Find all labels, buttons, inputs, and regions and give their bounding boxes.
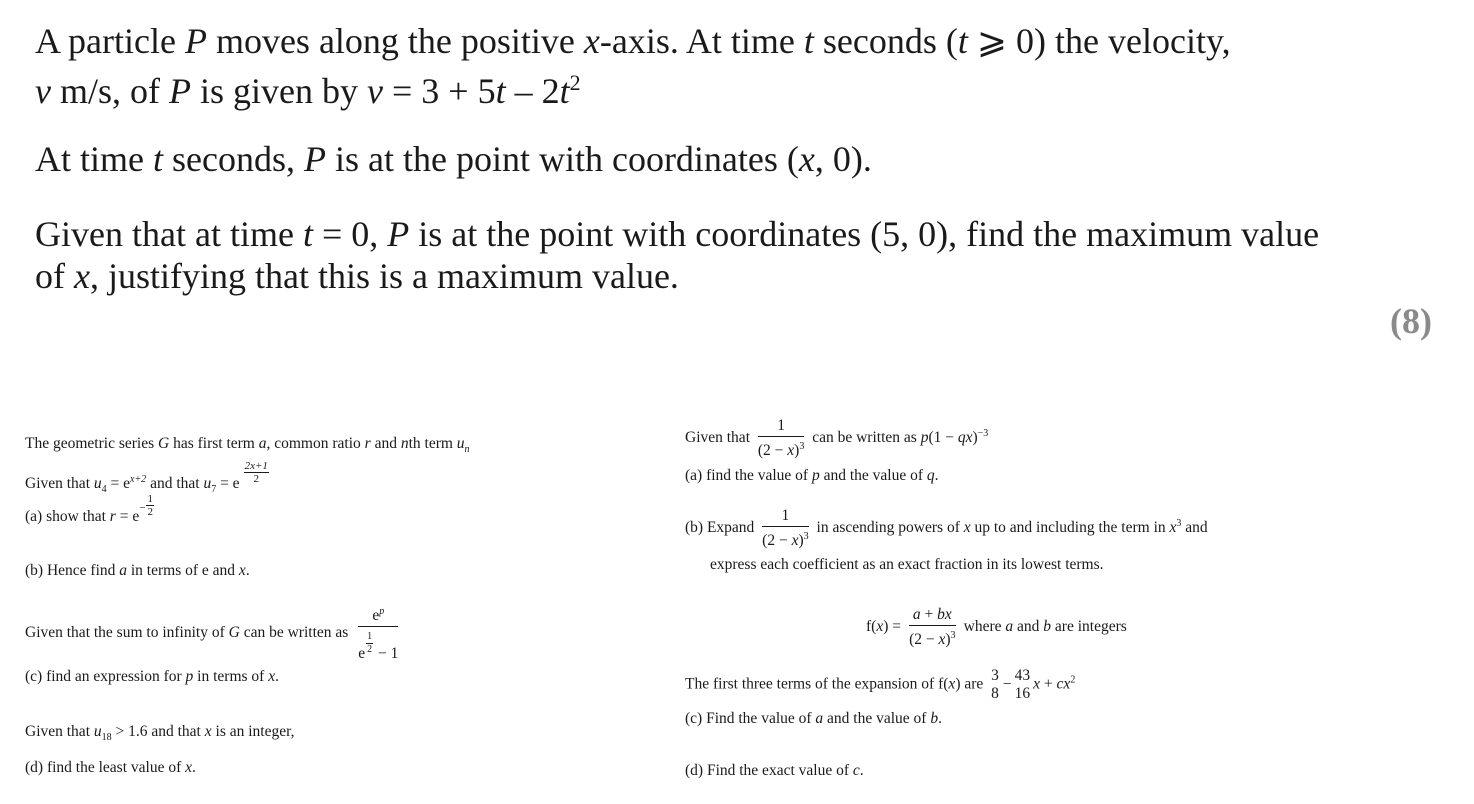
var-p: P	[184, 21, 207, 61]
text: +	[1040, 675, 1057, 693]
numerator: 1	[762, 507, 808, 527]
text: can be written as	[812, 429, 921, 447]
var-t: t	[957, 21, 968, 61]
text: is at the point with coordinates (5, 0), find the maximum value	[409, 214, 1320, 254]
var-p: P	[169, 71, 191, 111]
var-u: u	[456, 435, 465, 452]
text: in terms of e and	[127, 562, 239, 579]
text: +	[920, 606, 938, 623]
subscript: 4	[101, 484, 107, 495]
text: of	[35, 256, 74, 296]
text: and	[370, 435, 401, 452]
text: in ascending powers of	[816, 519, 964, 537]
fraction	[989, 667, 1001, 703]
text: .	[275, 668, 279, 685]
var-x: x	[938, 631, 946, 648]
right-part-a	[685, 466, 939, 486]
numerator: 2x+1	[244, 460, 268, 472]
exponent: x+2	[130, 474, 147, 485]
exponent: 2	[569, 70, 581, 95]
numerator	[358, 603, 398, 627]
text: The geometric series	[25, 435, 158, 452]
text: Given that at time	[35, 214, 303, 254]
var-t: t	[152, 139, 163, 179]
text: .	[938, 710, 942, 727]
var-x: x	[583, 21, 600, 61]
text: > 1.6 and that	[111, 723, 205, 740]
exponent-fraction	[146, 493, 154, 518]
var-x: x	[238, 562, 246, 579]
var-t: t	[302, 214, 313, 254]
var-bx: bx	[937, 606, 952, 623]
text: − 1	[374, 645, 399, 662]
text: (2 −	[909, 631, 939, 648]
text: .	[859, 762, 864, 779]
var-v: v	[35, 71, 51, 111]
question-line-5	[35, 255, 679, 297]
var-x: x	[948, 675, 956, 693]
denominator	[762, 527, 808, 550]
var-b: b	[930, 710, 939, 727]
var-t: t	[803, 21, 814, 61]
var-b: b	[1043, 618, 1052, 636]
text: = e	[115, 508, 140, 525]
var-x: x	[74, 256, 90, 296]
var-t: t	[495, 71, 506, 111]
text: seconds (	[813, 21, 958, 61]
minus-sign: −	[1002, 675, 1012, 693]
text: and	[1013, 618, 1044, 636]
text: can be written as	[239, 623, 349, 641]
text: and	[1181, 519, 1208, 537]
left-stem-1	[25, 434, 470, 460]
text: , justifying that this is a maximum value.	[89, 256, 679, 296]
var-a: a	[912, 606, 921, 623]
text: )	[794, 442, 800, 459]
text: (b) Hence find	[25, 562, 120, 579]
text: )	[945, 631, 951, 648]
text: is an integer,	[211, 723, 295, 740]
right-stem-1	[685, 417, 988, 460]
sum-fraction	[358, 603, 398, 663]
text: ) =	[883, 618, 901, 636]
var-x: x	[791, 532, 799, 549]
var-a: a	[119, 562, 127, 579]
numerator: 1	[367, 631, 373, 642]
text: has first term	[169, 435, 259, 452]
text: At time	[35, 139, 153, 179]
text: (c) Find the value of	[685, 710, 816, 727]
text: -axis. At time	[599, 21, 804, 61]
text: is given by	[191, 71, 367, 111]
text: and the value of	[823, 710, 931, 727]
left-part-b	[25, 561, 250, 581]
text: Given that	[685, 429, 750, 447]
text: (1 −	[928, 429, 958, 447]
var-a: a	[1005, 618, 1014, 636]
text: (a) find the value of	[685, 467, 812, 484]
exponent: 3	[950, 630, 956, 641]
right-part-b-line-2: express each coefficient as an exact fraction in its lowest terms.	[710, 556, 1104, 573]
question-line-3	[35, 138, 872, 180]
text: (d) Find the exact value of	[685, 762, 853, 779]
question-line-1	[35, 20, 1231, 62]
denominator: 16	[1014, 685, 1031, 702]
text: ) are	[955, 675, 984, 693]
marks-label: (8)	[1390, 301, 1432, 341]
text: ⩾ 0) the velocity,	[967, 21, 1231, 61]
numerator: 43	[1014, 667, 1031, 684]
var-p: p	[185, 668, 194, 685]
var-a: a	[258, 435, 267, 452]
text: moves along the positive	[206, 21, 584, 61]
question-line-4	[35, 213, 1319, 255]
var-u: u	[203, 475, 212, 492]
text: are integers	[1051, 618, 1127, 636]
var-g: G	[157, 435, 170, 452]
text: = e	[216, 475, 240, 492]
right-part-c	[685, 709, 942, 729]
text: (d) find the least value of	[25, 759, 186, 776]
left-part-d	[25, 758, 196, 778]
var-x: x	[268, 668, 276, 685]
subscript: n	[464, 444, 470, 455]
subscript: 18	[101, 732, 112, 743]
var-x: x	[1033, 675, 1041, 693]
var-v: v	[367, 71, 383, 111]
text: (a) show that	[25, 508, 110, 525]
text: Given that	[25, 723, 94, 740]
text: .	[192, 759, 196, 776]
text: up to and including the term in	[970, 519, 1170, 537]
text: and the value of	[819, 467, 927, 484]
text: .	[245, 562, 250, 579]
denominator: 2	[253, 473, 259, 485]
var-u: u	[93, 475, 102, 492]
var-x: x	[876, 618, 884, 636]
var-x: x	[963, 519, 971, 537]
var-a: a	[815, 710, 824, 727]
exponent: 3	[803, 531, 809, 542]
denominator	[758, 437, 804, 460]
text: m/s, of	[50, 71, 169, 111]
left-part-c	[25, 667, 279, 687]
text: in terms of	[193, 668, 269, 685]
subscript: 7	[211, 484, 217, 495]
question-line-2	[35, 62, 581, 112]
text: , common ratio	[266, 435, 365, 452]
var-x: x	[204, 723, 212, 740]
text: )	[798, 532, 804, 549]
exponent-fraction	[244, 460, 269, 485]
var-g: G	[228, 623, 240, 641]
text: th term	[408, 435, 457, 452]
left-stem-4	[25, 722, 295, 748]
text: = 3 + 5	[382, 71, 496, 111]
exponent: p	[379, 606, 385, 617]
exponent: 3	[1176, 518, 1182, 530]
var-n: n	[400, 435, 409, 452]
text: The first three terms of the expansion of f(	[685, 675, 949, 693]
text: (b) Expand	[685, 519, 755, 537]
var-u: u	[93, 723, 102, 740]
left-part-a	[25, 493, 158, 527]
text: where	[963, 618, 1006, 636]
var-x: x	[787, 442, 795, 459]
text: = e	[106, 475, 130, 492]
exponent-fraction	[366, 631, 373, 656]
text: Given that	[25, 475, 94, 492]
text: , 0).	[814, 139, 872, 179]
var-t: t	[559, 71, 570, 111]
var-q: q	[926, 467, 935, 484]
numerator: 3	[991, 667, 999, 684]
var-x: x	[185, 759, 192, 776]
denominator	[909, 626, 956, 649]
text: (2 −	[762, 532, 792, 549]
numerator	[909, 606, 956, 626]
var-r: r	[364, 435, 371, 452]
denominator: 8	[991, 685, 999, 702]
var-p: p	[920, 429, 929, 447]
minus-sign: −	[139, 502, 146, 514]
fraction	[909, 606, 956, 649]
var-p: P	[387, 214, 410, 254]
numerator: 1	[147, 493, 153, 505]
numerator: 1	[758, 417, 804, 437]
function-definition	[866, 606, 1127, 649]
text: (2 −	[757, 442, 788, 459]
right-part-d	[685, 761, 864, 781]
text: e	[358, 645, 366, 662]
text: – 2	[505, 71, 560, 111]
var-r: r	[109, 508, 116, 525]
fraction	[762, 507, 808, 550]
exponent: 2	[1070, 674, 1076, 686]
text: A particle	[35, 21, 185, 61]
text: .	[934, 467, 939, 484]
text: )	[972, 429, 978, 447]
text: (c) find an expression for	[25, 668, 186, 685]
right-stem-expansion	[685, 667, 1075, 703]
var-cx: cx	[1056, 675, 1071, 693]
var-qx: qx	[957, 429, 973, 447]
var-p: P	[303, 139, 326, 179]
text: e	[372, 607, 380, 624]
text: = 0,	[312, 214, 388, 254]
text: is at the point with coordinates (	[325, 139, 799, 179]
denominator: 2	[367, 644, 373, 655]
exponent: 3	[799, 441, 805, 452]
exponent: −3	[977, 428, 989, 440]
var-x: x	[798, 139, 815, 179]
text: f(	[866, 618, 877, 636]
denominator: 2	[147, 506, 153, 518]
text: Given that the sum to infinity of	[25, 623, 229, 641]
left-stem-3	[25, 603, 402, 663]
denominator	[358, 627, 398, 663]
fraction	[758, 417, 804, 460]
right-part-b	[685, 507, 1208, 550]
text: seconds,	[163, 139, 304, 179]
text: and that	[146, 475, 204, 492]
fraction	[1013, 667, 1033, 703]
var-x: x	[1169, 519, 1177, 537]
var-c: c	[852, 762, 860, 779]
var-p: p	[811, 467, 820, 484]
